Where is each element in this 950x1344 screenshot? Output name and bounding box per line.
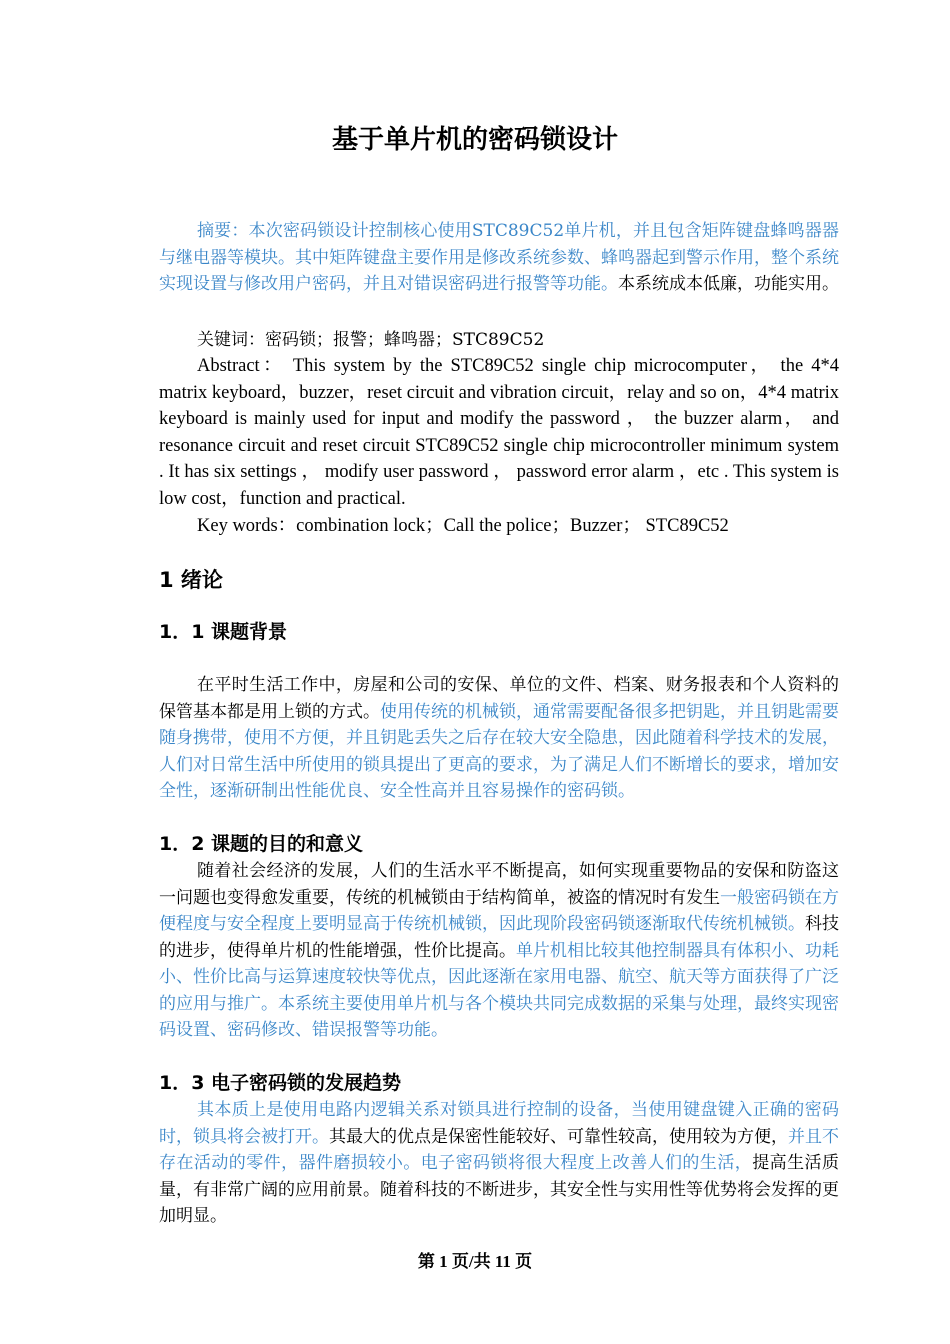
keywords-en: Key words：combination lock；Call the police；Buzzer； STC89C52	[197, 516, 729, 536]
section-1-3-text-black-2: 提高生活质量，有非常广阔的应用前景。随着科技的不断进步，其安全性与实用性等优势将会发挥的更加明显。	[159, 1153, 840, 1226]
keywords-cn: 关键词：密码锁；报警；蜂鸣器；STC89C52	[197, 330, 545, 350]
section-1-3-text-blue-1: 其本质上是使用电路内逻辑关系对锁具进行控制的设备，当使用键盘键入正确的密码时，锁具将会被打开。	[159, 1100, 839, 1147]
section-1-2-heading: 1．2 课题的目的和意义	[159, 833, 364, 855]
document-title: 基于单片机的密码锁设计	[331, 125, 618, 155]
section-1-2-text-black-1: 随着社会经济的发展，人们的生活水平不断提高，如何实现重要物品的安保和防盗这一问题也变得愈发重要，传统的机械锁由于结构简单，被盗的情况时有发生	[159, 861, 839, 908]
page-number-footer: 第 1 页/共 11 页	[417, 1252, 533, 1271]
section-1-2-text-blue-2: 单片机相比较其他控制器具有体积小、功耗小、性价比高与运算速度较快等优点，因此逐渐在家用电器、航空、航天等方面获得了广泛的应用与推广。本系统主要使用单片机与各个模块共同完成数据的采集与处理，最终实现密码设置、密码修改、错误报警等功能。	[159, 940, 839, 1040]
abstract-cn-black: 本系统成本低廉，功能实用。	[618, 274, 839, 294]
section-1-3-heading: 1．3 电子密码锁的发展趋势	[159, 1072, 402, 1094]
abstract-cn	[159, 218, 839, 298]
abstract-en: Abstract： This system by the STC89C52 single chip microcomputer， the 4*4 matrix keyboard，buzzer，reset circuit and vibration circuit，relay and so on，4*4 matrix keyboard is mainly used for input and modify the password ， the buzzer alarm， and resonance circuit and reset circuit STC89C52 single chip microcontroller minimum system . It has six settings ， modify user password ， password error alarm ，etc . This system is low cost，function and practical.	[159, 356, 839, 509]
section-1-2-paragraph	[159, 858, 839, 1044]
abstract-cn-blue: 摘要：本次密码锁设计控制核心使用STC89C52单片机，并且包含矩阵键盘蜂鸣器器与继电器等模块。其中矩阵键盘主要作用是修改系统参数、蜂鸣器起到警示作用，整个系统实现设置与修改用户密码，并且对错误密码进行报警等功能。	[159, 221, 839, 294]
section-1-1-heading: 1．1 课题背景	[159, 621, 288, 643]
section-1-3-text-black-1: 其最大的优点是保密性能较好、可靠性较高，使用较为方便，	[329, 1126, 788, 1147]
section-1-heading: 1 绪论	[159, 568, 223, 592]
section-1-3-paragraph	[159, 1097, 839, 1230]
section-1-1-text-blue: 使用传统的机械锁，通常需要配备很多把钥匙，并且钥匙需要随身携带，使用不方便，并且钥匙丢失之后存在较大安全隐患，因此随着科学技术的发展，人们对日常生活中所使用的锁具提出了更高的要求，为了满足人们不断增长的要求，增加安全性，逐渐研制出性能优良、安全性高并且容易操作的密码锁。	[159, 701, 839, 801]
section-1-3-text-blue-2: 并且不存在活动的零件，器件磨损较小。电子密码锁将很大程度上改善人们的生活，	[159, 1126, 839, 1173]
section-1-2-text-black-2: 科技的进步，使得单片机的性能增强，性价比提高。	[159, 914, 839, 961]
section-1-2-text-blue-1: 一般密码锁在方便程度与安全程度上要明显高于传统机械锁，因此现阶段密码锁逐渐取代传统机械锁。	[159, 887, 839, 934]
section-1-1-text-black: 在平时生活工作中，房屋和公司的安保、单位的文件、档案、财务报表和个人资料的保管基本都是用上锁的方式。	[159, 675, 839, 722]
section-1-1-paragraph	[159, 672, 839, 805]
